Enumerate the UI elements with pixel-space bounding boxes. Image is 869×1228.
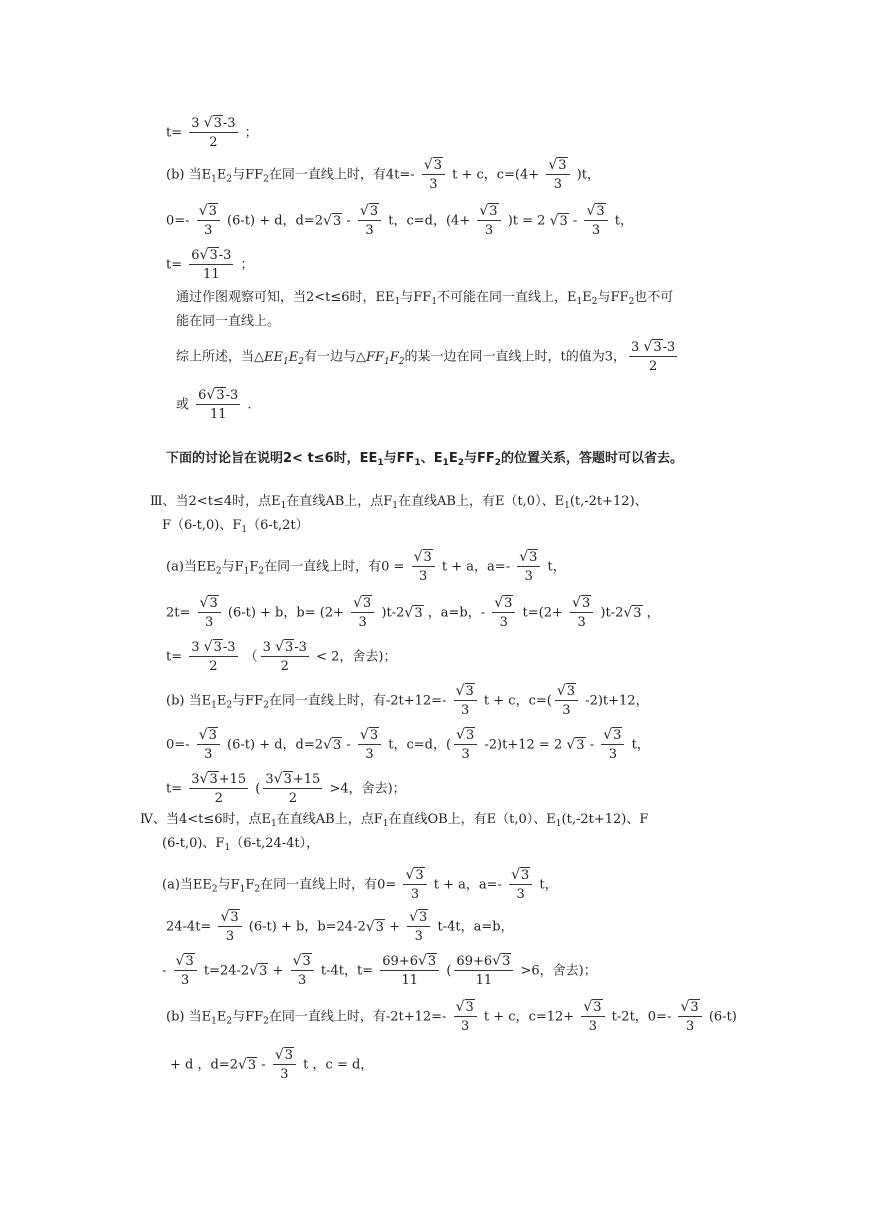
line-observation-2: 能在同一直线上。 [176, 314, 281, 329]
note-heading: 下面的讨论旨在说明2< t≤6时，$EE_1$与$FF_1$、$E_1E_2$与$FF_2$的位置关系，答题时可以省去。 [166, 451, 684, 468]
line-conclusion-1: 综上所述，当$\triangle EE_1E_2$有一边与$\triangle FF_1F_2$的某一边在同一直线上时，t的值为3， $\frac{3 √3-3}{2}$ [176, 339, 676, 374]
line-iii-a-eq: 2t= $\frac{√3}{3}$ (6-t) + b，b= (2+ $\frac{√3}{3}$ )t-2√3 ，a=b，- $\frac{√3}{3}$ t=(2+ $\frac{√3}{3}$ )t-2√3 ， [166, 595, 660, 630]
line-iii-a-result: t= $\frac{3 √3-3}{2}$ （ $\frac{3 √3-3}{2}$ < 2，舍去)； [166, 639, 397, 674]
section-iv-points: (6-t,0)、$F_1(6-t,24-4t)$， [162, 836, 320, 853]
line-case-b-1: (b) 当$E_1E_2$与$FF_2$在同一直线上时，有4t=- $\frac{√3}{3}$ t + c，c=(4+ $\frac{√3}{3}$ )t， [166, 157, 600, 192]
line-iv-a-eq: 24-4t= $\frac{√3}{3}$ (6-t) + b，b=24-2√3 + $\frac{√3}{3}$ t-4t，a=b， [166, 909, 514, 944]
section-iii-points: F（6-t,0)、$F_1(6-t,2t)$ [162, 518, 309, 535]
line-observation-1: 通过作图观察可知，当2<t≤6时，$EE_1$与$FF_1$不可能在同一直线上，$E_1E_2$与$FF_2$也不可 [176, 290, 674, 307]
line-iii-b-eq: 0=- $\frac{√3}{3}$ (6-t) + d，d=2√3 - $\frac{√3}{3}$ t，c=d，( $\frac{√3}{3}$ -2)t+12 = 2 √3 - $\frac{√3}{3}$ t， [166, 727, 650, 762]
line-conclusion-2: 或 $\frac{6√3-3}{11}$ . [176, 387, 252, 422]
line-iv-b: (b) 当$E_1E_2$与$FF_2$在同一直线上时，有-2t+12=- $\frac{√3}{3}$ t + c，c=12+ $\frac{√3}{3}$ t-2t，0=- $\frac{√3}{3}$ (6-t) [166, 999, 737, 1034]
line-iv-b-eq: + d ，d=2√3 - $\frac{√3}{3}$ t ，c = d， [170, 1047, 374, 1082]
line-iii-a: (a)当$EE_2$与$F_1F_2$在同一直线上时，有0 = $\frac{√3}{3}$ t + a，a=- $\frac{√3}{3}$ t， [166, 549, 566, 584]
line-eq-1: 0=- $\frac{√3}{3}$ (6-t) + d，d=2√3 - $\frac{√3}{3}$ t，c=d，(4+ $\frac{√3}{3}$ )t = 2 √3 - $\frac{√3}{3}$ t， [166, 203, 633, 238]
line-t-result-2: t= $\frac{6√3-3}{11}$ ； [166, 247, 254, 282]
line-iv-a-result: - $\frac{√3}{3}$ t=24-2√3 + $\frac{√3}{3}$ t-4t，t= $\frac{69+6√3}{11}$ ( $\frac{69+6√3}{11}$ >6，舍去)； [162, 953, 597, 988]
line-iv-a: (a)当$EE_2$与$F_1F_2$在同一直线上时，有0= $\frac{√3}{3}$ t + a，a=- $\frac{√3}{3}$ t， [162, 867, 558, 902]
line-iii-b: (b) 当$E_1E_2$与$FF_2$在同一直线上时，有-2t+12=- $\frac{√3}{3}$ t + c，c=( $\frac{√3}{3}$ -2)t+12， [166, 683, 649, 718]
line-t-result-1: t= $\frac{3 √3-3}{2}$ ； [166, 115, 258, 150]
section-iii-intro: Ⅲ、当2<t≤4时，点$E_1$在直线AB上，点$F_1$在直线AB上，有E（t,0）、$E_1(t,-2t+12)$、 [150, 494, 648, 511]
line-iii-b-result: t= $\frac{3√3+15}{2}$ ( $\frac{3√3+15}{2}$ >4，舍去)； [166, 771, 406, 806]
section-iv-intro: Ⅳ、当4<t≤6时，点$E_1$在直线AB上，点$F_1$在直线OB上，有E（t,0）、$E_1(t,-2t+12)$、F [140, 812, 649, 829]
